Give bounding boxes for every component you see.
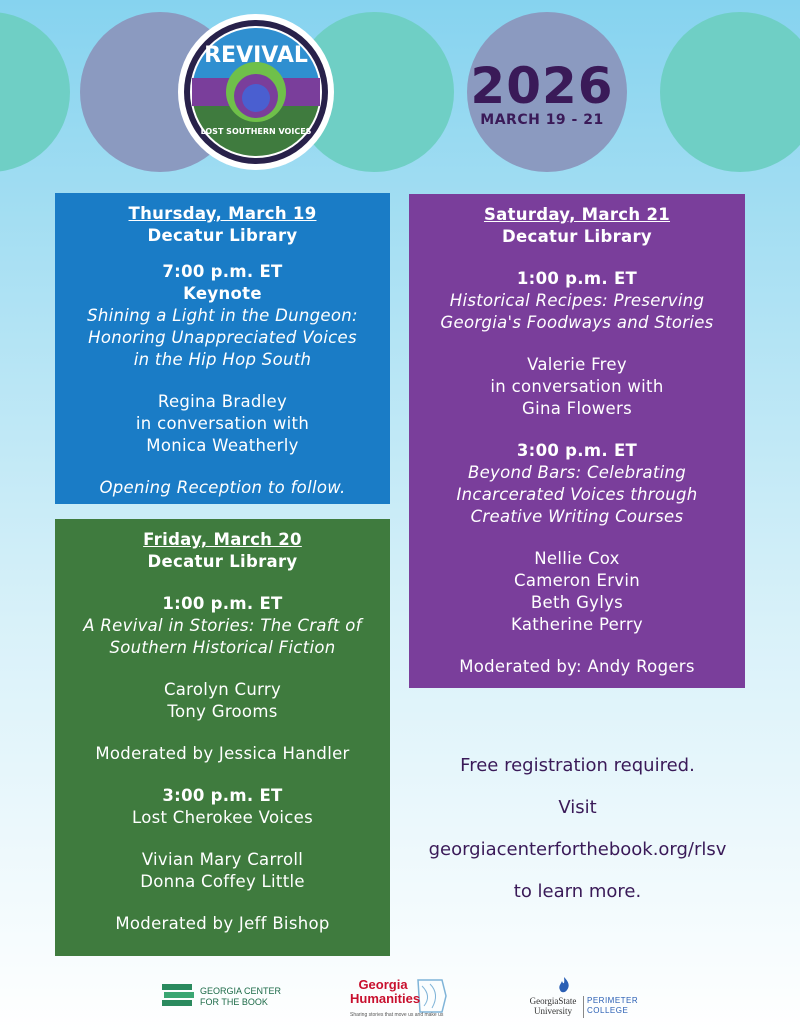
gsu-line1: GeorgiaState [529, 996, 577, 1006]
friday-session1-title-line: Southern Historical Fiction [109, 638, 336, 657]
friday-venue: Decatur Library [147, 552, 298, 571]
logo-subtitle: LOST SOUTHERN VOICES [200, 127, 312, 136]
saturday-session2-title-line: Creative Writing Courses [470, 507, 684, 526]
gcb-line2: FOR THE BOOK [200, 997, 268, 1007]
friday-session1-time: 1:00 p.m. ET [162, 594, 283, 613]
saturday-panel [409, 194, 745, 688]
friday-session2-person-line: Vivian Mary Carroll [141, 850, 304, 869]
registration-info [400, 745, 755, 913]
saturday-session2-person-line: Cameron Ervin [514, 571, 640, 590]
event-date-range: MARCH 19 - 21 [480, 112, 604, 128]
friday-day: Friday, March 20 [143, 530, 302, 549]
friday-session2-moderator: Moderated by Jeff Bishop [115, 914, 330, 933]
friday-session2-person-line: Donna Coffey Little [140, 872, 305, 891]
saturday-session1-title-line: Georgia's Foodways and Stories [440, 313, 714, 332]
registration-line1: Free registration required. [460, 755, 695, 776]
gh-line2: Humanities [350, 991, 421, 1006]
saturday-day: Saturday, March 21 [483, 205, 671, 224]
registration-url[interactable]: georgiacenterforthebook.org/rlsv [428, 839, 727, 860]
logo-title: REVIVAL [204, 43, 308, 68]
friday-session2-title: Lost Cherokee Voices [132, 808, 313, 827]
saturday-session1-person-line: Valerie Frey [527, 355, 627, 374]
thursday-title-line: Honoring Unappreciated Voices [88, 328, 357, 347]
thursday-note: Opening Reception to follow. [99, 478, 346, 497]
saturday-session1-person-line: in conversation with [490, 377, 664, 396]
registration-line4: to learn more. [513, 881, 642, 902]
bg-circle-teal-right [660, 12, 800, 172]
sponsor-logos [0, 960, 800, 1030]
event-dates [467, 57, 617, 128]
thursday-day: Thursday, March 19 [128, 204, 317, 223]
georgia-center-for-the-book-logo [160, 982, 290, 1014]
saturday-session1-time: 1:00 p.m. ET [516, 269, 638, 288]
saturday-session2-person-line: Beth Gylys [530, 593, 624, 612]
thursday-person-line: in conversation with [135, 414, 310, 433]
revival-logo [176, 12, 336, 172]
georgia-humanities-logo [350, 974, 460, 1024]
saturday-session2-title-line: Incarcerated Voices through [456, 485, 698, 504]
thursday-person-line: Regina Bradley [157, 392, 288, 411]
saturday-moderator: Moderated by: Andy Rogers [459, 657, 695, 676]
gh-line1: Georgia [358, 977, 408, 992]
thursday-label: Keynote [183, 284, 262, 303]
gsu-line3: PERIMETER [587, 996, 639, 1005]
friday-session1-title-line: A Revival in Stories: The Craft of [83, 616, 362, 635]
friday-session1-moderator: Moderated by Jessica Handler [95, 744, 350, 763]
friday-session1-person-line: Carolyn Curry [163, 680, 282, 699]
thursday-title-line: in the Hip Hop South [133, 350, 312, 369]
registration-line2: Visit [558, 797, 597, 818]
thursday-venue: Decatur Library [147, 226, 298, 245]
gh-tagline: Sharing stories that move us and make us [350, 1012, 444, 1018]
saturday-session2-person-line: Nellie Cox [534, 549, 620, 568]
gsu-line4: COLLEGE [587, 1006, 629, 1015]
friday-session2-time: 3:00 p.m. ET [162, 786, 283, 805]
saturday-session2-title-line: Beyond Bars: Celebrating [467, 463, 687, 482]
saturday-session2-person-line: Katherine Perry [511, 615, 643, 634]
thursday-time: 7:00 p.m. ET [162, 262, 283, 281]
event-year: 2026 [470, 57, 614, 115]
thursday-person-line: Monica Weatherly [146, 436, 299, 455]
flame-icon [555, 976, 573, 996]
gcb-line1: GEORGIA CENTER [200, 986, 282, 996]
saturday-session1-person-line: Gina Flowers [522, 399, 632, 418]
saturday-session2-time: 3:00 p.m. ET [516, 441, 638, 460]
saturday-session1-title-line: Historical Recipes: Preserving [449, 291, 705, 310]
book-stack-icon [160, 982, 196, 1012]
bg-circle-teal-left [0, 12, 70, 172]
thursday-panel [55, 193, 390, 504]
thursday-title-line: Shining a Light in the Dungeon: [87, 306, 358, 325]
friday-panel [55, 519, 390, 956]
friday-session1-person-line: Tony Grooms [167, 702, 278, 721]
gsu-line2: University [534, 1006, 572, 1016]
georgia-state-perimeter-logo [525, 976, 645, 1020]
saturday-venue: Decatur Library [502, 227, 652, 246]
